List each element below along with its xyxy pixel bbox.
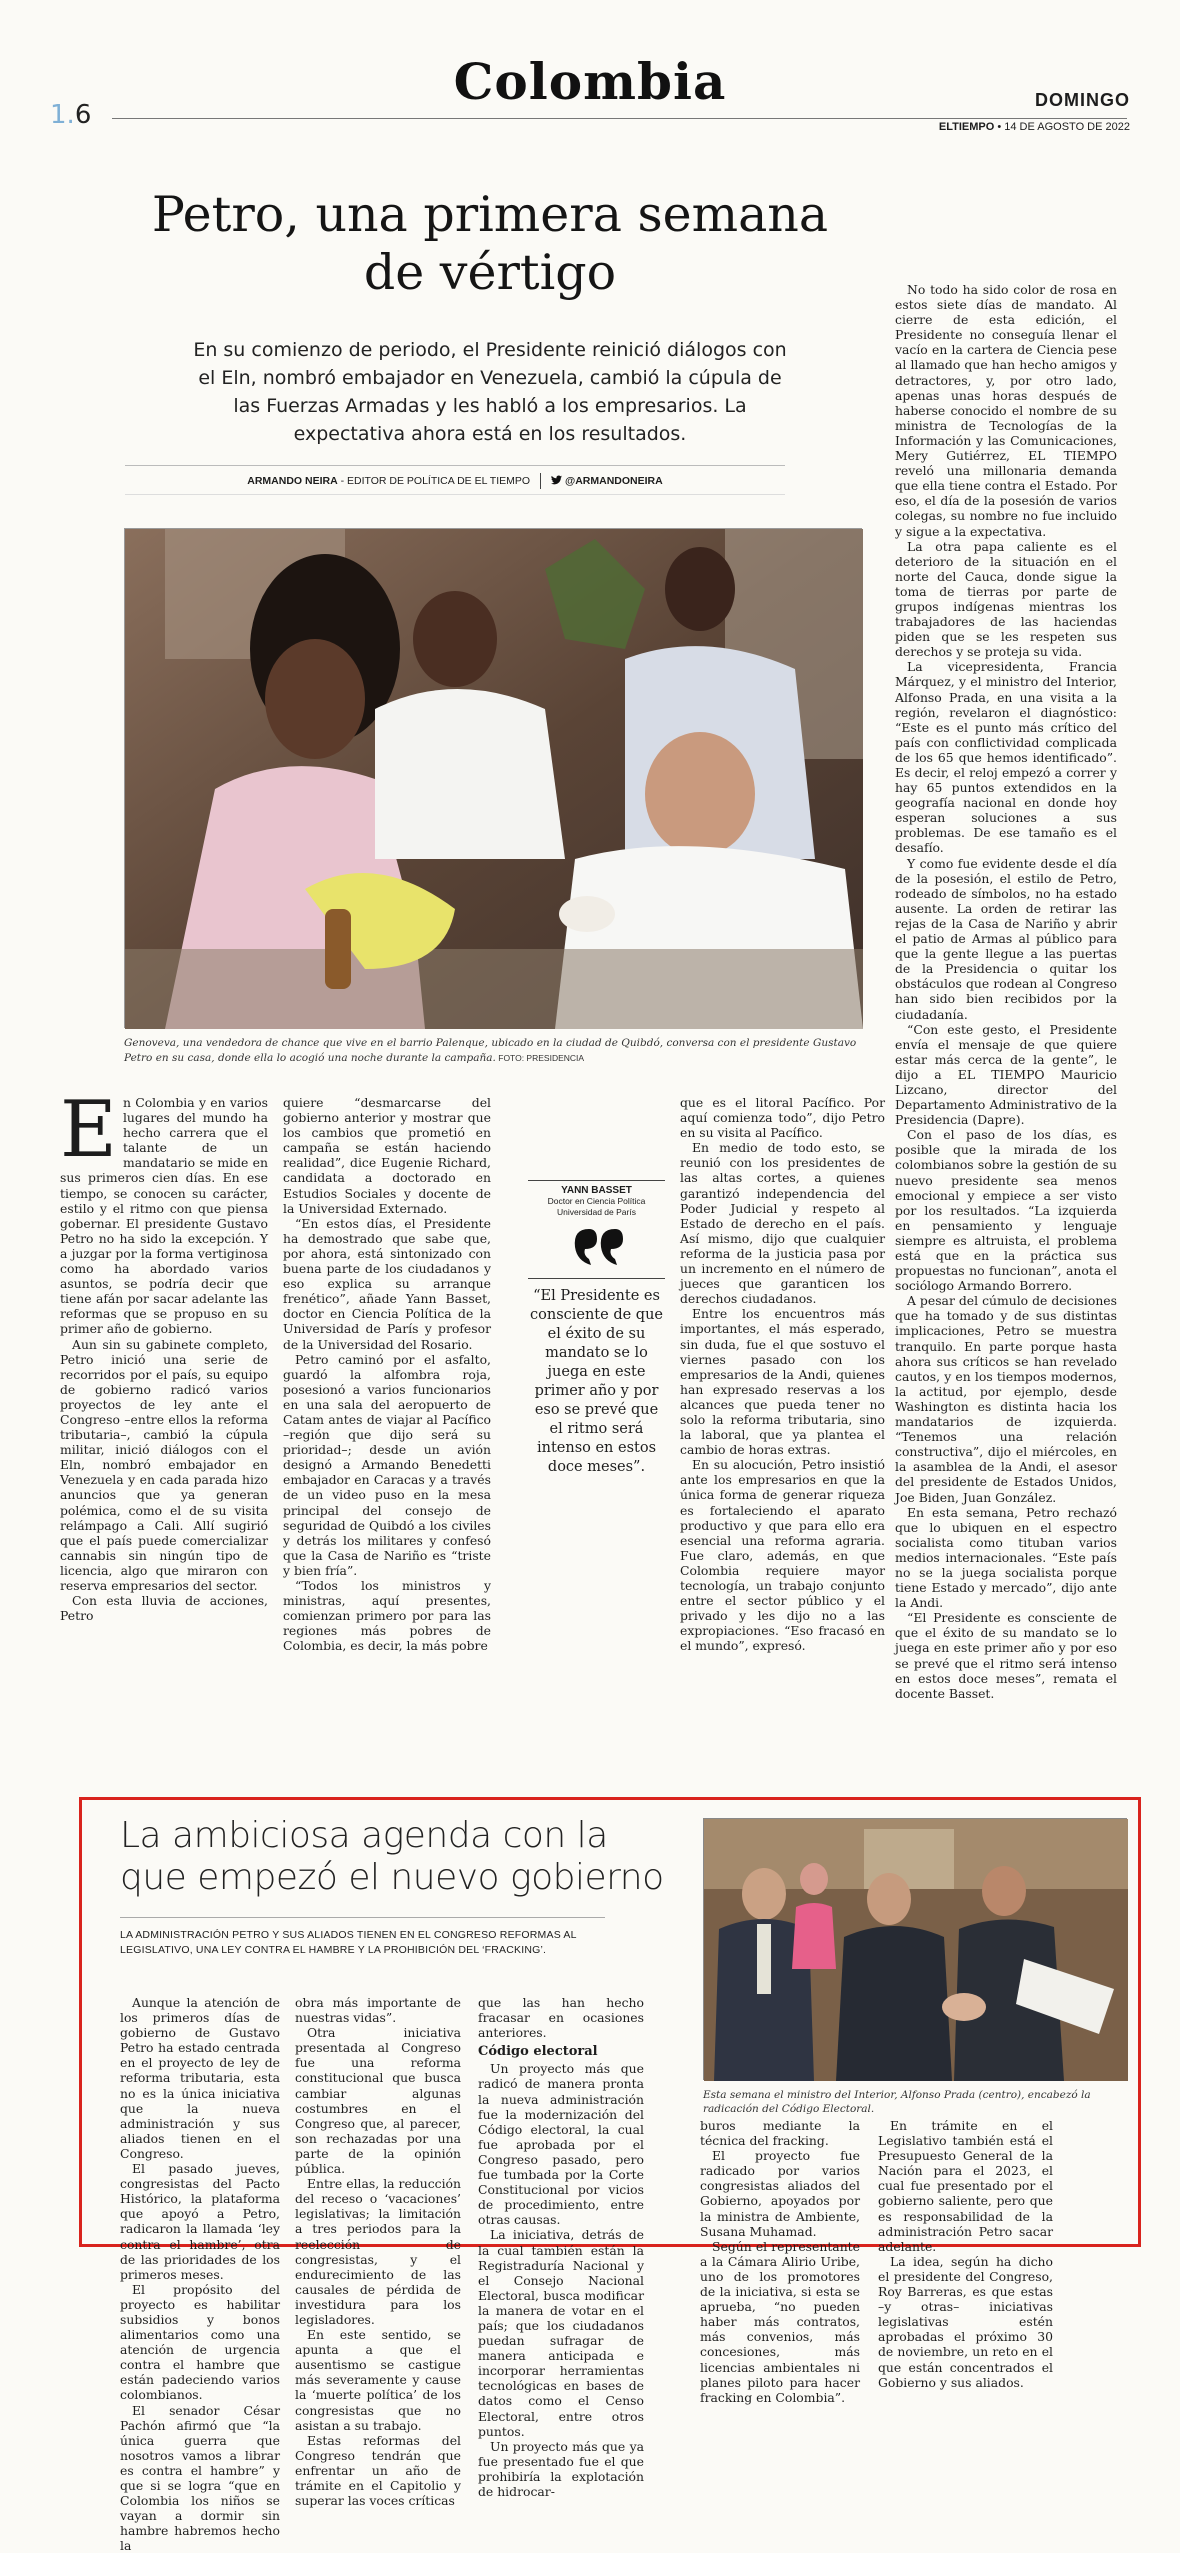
- byline-rule: [125, 465, 785, 466]
- article-paragraph: “Todos los ministros y ministras, aquí presentes, comienzan primero por para las regiones más pobres de Colombia, es decir, la más pobre: [283, 1578, 491, 1654]
- box-column-4: [700, 2118, 860, 2405]
- article-paragraph: No todo ha sido color de rosa en estos siete días de mandato. Al cierre de esta edición, el Presidente no conseguía llenar el vacío en la cartera de Ciencia pese al llamado que han hecho amigos y detractores, y, por otro lado, apenas unas horas después de haberse conocido el nombre de su ministra de Tecnologías de la Información y las Comunicaciones, Mery Gutiérrez, EL TIEMPO reveló una millonaria demanda que ella tiene contra el Estado. Por eso, el día de la posesión de varios colegas, su nombre no fue incluido y sigue a la expectativa.: [895, 282, 1117, 539]
- page-number-prefix: 1.: [50, 100, 75, 130]
- article-column-1: [60, 1085, 268, 1624]
- main-photo: [124, 528, 862, 1028]
- article-paragraph: En esta semana, Petro rechazó que lo ubiquen en el espectro socialista como tituban varios medios internacionales. “Este país no se la juega socialista porque tiene Estado y mercado”, dijo ante la Andi.: [895, 1504, 1117, 1611]
- box-paragraph: El senador César Pachón afirmó que “la única guerra que nosotros vamos a librar es contra el hambre” y que si se logra “que en Colombia los niños se vayan a dormir sin hambre habremos hecho la: [120, 2402, 280, 2553]
- box-paragraph: Un proyecto más que ya fue presentado fue el que prohibiría la explotación de hidrocar-: [478, 2438, 644, 2499]
- box-paragraph: El pasado jueves, congresistas del Pacto Histórico, la plataforma que apoyó a Petro, radicaron la llamada ‘ley contra el hambre’, otra de las prioridades de los primeros meses.: [120, 2161, 280, 2282]
- box-paragraph: que las han hecho fracasar en ocasiones anteriores.: [478, 1995, 644, 2041]
- pull-quote-role: Doctor en Ciencia Política Universidad de París: [547, 1196, 646, 1217]
- box-paragraph: Un proyecto más que radicó de manera pronta la nueva administración fue la modernización del Código electoral, la cual fue aprobada por el Congreso pasado, pero fue tumbada por la Corte Constitucional por vicios de procedimiento, entre otras causas.: [478, 2061, 644, 2228]
- deck: En su comienzo de periodo, el Presidente reinició diálogos con el Eln, nombró embajador en Venezuela, cambió la cúpula de las Fuerzas Armadas y les habló a los empresarios. La expectativa ahora está en los resultados.: [193, 339, 787, 445]
- day-label: DOMINGO: [1035, 90, 1130, 110]
- box-paragraph: Otra iniciativa presentada al Congreso fue una reforma constitucional que busca cambiar algunas costumbres en el Congreso que, al parecer, son rechazadas por una parte de la opinión pública.: [295, 2025, 461, 2177]
- box-paragraph: En trámite en el Legislativo también está el Presupuesto General de la Nación para el 2023, el cual fue presentado por el gobierno saliente, pero que es responsabilidad de la administración Petro sacar adelante.: [878, 2118, 1053, 2254]
- article-paragraph: La vicepresidenta, Francia Márquez, y el ministro del Interior, Alfonso Prada, en una visita a la región, revelaron el diagnóstico: “Este es el punto más crítico del país con conflictividad complicada de los 65 que hemos identificado”. Es decir, el reloj empezó a correr y hay 65 puntos extendidos en la geografía nacional en donde hoy esperan soluciones a sus problemas. De ese tamaño es el desafío.: [895, 659, 1117, 856]
- box-photo-caption: Esta semana el ministro del Interior, Alfonso Prada (centro), encabezó la radicación del Código Electoral.: [703, 2089, 1091, 2115]
- main-photo-caption: [124, 1036, 864, 1066]
- quote-icon-glyph: [569, 1225, 625, 1269]
- article-paragraph: En medio de todo esto, se reunió con los presidentes de las altas cortes, a quienes garantizó independencia del Poder Judicial y respeto al Estado de derecho en el país. Así mismo, dijo que cualquier reforma de la justicia pasa por un incremento en el número de jueces que garanticen los derechos ciudadanos.: [680, 1140, 885, 1307]
- article-paragraph: Con el paso de los días, es posible que la mirada de los colombianos sobre la gestión de su nuevo presidente sea menos emocional y empiece a ser visto por los resultados. “La izquierda en pensamiento y lenguaje siempre es altruista, el problema está que en la práctica sus propuestas no funcionan”, anota el sociólogo Armando Borrero.: [895, 1127, 1117, 1294]
- article-column-3: [680, 1095, 885, 1653]
- box-column-2: [295, 1995, 461, 2508]
- box-paragraph: El proyecto fue radicado por varios congresistas aliados del Gobierno, apoyados por la ministra de Ambiente, Susana Muhamad.: [700, 2148, 860, 2239]
- paper-name: ELTIEMPO: [938, 121, 995, 133]
- article-paragraph: Aun sin su gabinete completo, Petro inició una serie de recorridos por el país, su equipo de gobierno radicó varios proyectos de ley ante el Congreso –entre ellos la reforma tributaria–, cambió la cúpula militar, inició diálogos con el Eln, nombró embajador en Venezuela y en cada parada hizo anuncios que ya generan polémica, como el de su visita relámpago a Cali. Allí sugirió que el país puede comercializar cannabis sin ningún tipo de licencia, algo que miraron con reserva empresarios del sector.: [60, 1336, 268, 1593]
- box-paragraph: Estas reformas del Congreso tendrán que enfrentar un año de trámite en el Capitolio y superar las voces críticas: [295, 2432, 461, 2509]
- byline-twitter: @ARMANDONEIRA: [564, 475, 663, 487]
- box-subtitle: LA ADMINISTRACIÓN PETRO Y SUS ALIADOS TIENEN EN EL CONGRESO REFORMAS AL LEGISLATIVO, UNA LEY CONTRA EL HAMBRE Y LA PROHIBICIÓN DEL ‘FRACKING’.: [120, 1917, 605, 1958]
- article-paragraph: Petro caminó por el asfalto, guardó la alfombra roja, posesionó a varios funcionarios en una sala del aeropuerto de Catam antes de viajar al Pacífico –región que dijo será su prioridad–; desde un avión designó a Armando Benedetti embajador en Caracas y a través de un video puso en la mesa principal del consejo de seguridad de Quibdó a los civiles y detrás los militares y confesó que la Casa de Nariño es “triste y bien fría”.: [283, 1351, 491, 1578]
- box-column-5: [878, 2118, 1053, 2390]
- page-number-value: 6: [74, 100, 92, 130]
- quote-icon: [528, 1224, 665, 1274]
- main-photo-illustration: [125, 529, 863, 1029]
- box-paragraph: La idea, según ha dicho el presidente del Congreso, Roy Barreras, es que estas –y otras– iniciativas legislativas estén aprobadas el próximo 30 de noviembre, un reto en el que están concentrados el Gobierno y sus aliados.: [878, 2253, 1053, 2390]
- box-subheading: Código electoral: [478, 2044, 598, 2060]
- headline: Petro, una primera semana de vértigo: [151, 186, 829, 301]
- box-paragraph: En este sentido, se apunta a que el ausentismo se castigue más severamente y cause la ‘muerte política’ de los congresistas que no asistan a su trabajo.: [295, 2327, 461, 2433]
- article-paragraph: “En estos días, el Presidente ha demostrado que sabe que, por ahora, está sintonizado con buena parte de los ciudadanos y eso explica su arranque frenético”, añade Yann Basset, doctor en Ciencia Política de la Universidad de París y profesor de la Universidad del Rosario.: [283, 1215, 491, 1352]
- box-paragraph: Entre ellas, la reducción del receso o ‘vacaciones’ legislativas; la limitación a tres periodos para la reelección de congresistas, y el endurecimiento de las causales de pérdida de investidura para los legisladores.: [295, 2176, 461, 2327]
- main-photo-caption-text: Genoveva, una vendedora de chance que vive en el barrio Palenque, ubicado en la ciudad de Quibdó, conversa con el presidente Gustavo Petro en su casa, donde ella lo acogió una noche durante la campaña.: [124, 1037, 857, 1064]
- byline-role: - EDITOR DE POLÍTICA DE EL TIEMPO: [337, 475, 531, 487]
- box-column-1: [120, 1995, 280, 2553]
- box-paragraph: Según el representante a la Cámara Alirio Uribe, uno de los promotores de la iniciativa, si esta se aprueba, “no pueden haber más contratos, más convenios, más concesiones, más licencias ambientales ni planes piloto para hacer fracking en Colombia”.: [700, 2238, 860, 2405]
- pull-quote: [528, 1180, 665, 1477]
- byline-author: ARMANDO NEIRA: [247, 475, 338, 487]
- article-text: n Colombia y en varios lugares del mundo ha hecho carrera que el talante de un mandatario se mide en sus primeros cien días. En ese tiempo, se conocen su carácter, estilo y el ritmo con que piensa gobernar. El presidente Gustavo Petro no ha sido la excepción. Y a juzgar por la forma vertiginosa como ha abordado varios asuntos, se podría decir que tiene afán por sacar adelante las reformas que se propuso en su primer año de gobierno.: [60, 1095, 268, 1337]
- box-paragraph: Aunque la atención de los primeros días de gobierno de Gustavo Petro ha estado centrada en el proyecto de ley de reforma tributaria, esta no es la única iniciativa que la nueva administración y sus aliados tienen en el Congreso.: [120, 1995, 280, 2161]
- twitter-icon: [551, 475, 562, 485]
- box-photo-illustration: [704, 1819, 1128, 2081]
- article-paragraph: La otra papa caliente es el deterioro de la situación en el norte del Cauca, donde sigue la toma de tierras por parte de grupos indígenas mientras los trabajadores de las haciendas piden que se les respeten sus derechos y se proteja su vida.: [895, 538, 1117, 660]
- date-text: • 14 DE AGOSTO DE 2022: [994, 121, 1130, 133]
- article-paragraph: “Con este gesto, el Presidente envía el mensaje de que quiere estar más cerca de la gente”, le dijo a EL TIEMPO Mauricio Lizcano, director del Departamento Administrativo de la Presidencia (Dapre).: [895, 1021, 1117, 1128]
- byline-twitter-block[interactable]: [551, 475, 663, 487]
- article-paragraph: Entre los encuentros más importantes, el más esperado, sin duda, fue el que sostuvo el viernes pasado con los empresarios de la Andi, quienes han expresado reservas a los alcances que pueda tener no solo la reforma tributaria, sino la laboral, que ya plantea el cambio de horas extras.: [680, 1306, 885, 1458]
- article-paragraph: que es el litoral Pacífico. Por aquí comienza todo”, dijo Petro en su visita al Pacífico.: [680, 1095, 885, 1141]
- byline-author-block: [247, 475, 530, 487]
- article-paragraph: [60, 1085, 268, 1337]
- article-paragraph: “El Presidente es consciente de que el éxito de su mandato se lo juega en este primer año y por eso se prevé que el ritmo será intenso en estos doce meses”, remata el docente Basset.: [895, 1610, 1117, 1701]
- article-paragraph: Y como fue evidente desde el día de la posesión, el estilo de Petro, rodeado de símbolos, no ha estado ausente. La orden de retirar las rejas de la Casa de Nariño y abrir el patio de Armas al público para que la gente llegue a las puertas de la Presidencia o quitar los obstáculos que rodean al Congreso han sido bien recibidos por la ciudadanía.: [895, 855, 1117, 1022]
- box-title: La ambiciosa agenda con la que empezó el nuevo gobierno: [120, 1815, 664, 1898]
- box-paragraph: buros mediante la técnica del fracking.: [700, 2118, 860, 2149]
- article-paragraph: A pesar del cúmulo de decisiones que ha tomado y de sus distintas implicaciones, Petro se muestra tranquilo. En parte porque hasta ahora sus críticos se han revelado cautos, y en los tiempos modernos, la actitud, por ejemplo, desde Washington es distinta hacia los mandatarios de izquierda. “Tenemos una relación constructiva”, dijo el miércoles, en la asamblea de la Andi, el asesor del presidente de Estados Unidos, Joe Biden, Juan González.: [895, 1293, 1117, 1505]
- header-rule: [112, 118, 1127, 119]
- article-paragraph: En su alocución, Petro insistió ante los empresarios en que la única forma de generar riqueza es fortaleciendo el aparato productivo y que para ello era esencial una reforma agraria. Fue claro, además, en que Colombia requiere mayor tecnología, un trabajo conjunto entre el sector público y el privado y les dijo no a las expropiaciones. “Eso fracasó en el mundo”, expresó.: [680, 1457, 885, 1654]
- byline-separator: [540, 473, 541, 489]
- page-number: [50, 100, 91, 130]
- section-title: Colombia: [453, 52, 727, 111]
- article-column-4: [895, 282, 1117, 1701]
- box-paragraph: obra más importante de nuestras vidas”.: [295, 1995, 461, 2026]
- photo-credit: FOTO: PRESIDENCIA: [495, 1053, 585, 1063]
- box-photo: [703, 1818, 1127, 2080]
- byline: [125, 471, 785, 491]
- date-line: [900, 121, 1130, 133]
- article-column-2: [283, 1095, 491, 1653]
- article-paragraph: Con esta lluvia de acciones, Petro: [60, 1593, 268, 1624]
- article-paragraph: quiere “desmarcarse del gobierno anterior y mostrar que los cambios que prometió en campaña se están haciendo realidad”, dice Eugenie Richard, candidata a doctorado en Estudios Sociales y docente de la Universidad Externado.: [283, 1095, 491, 1216]
- pull-quote-name: YANN BASSET: [528, 1180, 665, 1196]
- drop-cap: E: [60, 1085, 117, 1175]
- box-column-3: [478, 1995, 644, 2499]
- box-paragraph: La iniciativa, detrás de la cual también están la Registraduría Nacional y el Consejo Nacional Electoral, busca modificar la manera de votar en el país; que los ciudadanos puedan sufragar de manera anticipada e incorporar herramientas tecnológicas en bases de datos como el Censo Electoral, entre otros puntos.: [478, 2227, 644, 2439]
- byline-rule-bottom: [125, 494, 785, 495]
- pull-quote-text: “El Presidente es consciente de que el éxito de su mandato se lo juega en este primer año y por eso se prevé que el ritmo será intenso en estos doce meses”.: [528, 1278, 665, 1477]
- box-paragraph: El propósito del proyecto es habilitar subsidios y bonos alimentarios como una atención de urgencia contra el hambre que están padeciendo varios colombianos.: [120, 2281, 280, 2403]
